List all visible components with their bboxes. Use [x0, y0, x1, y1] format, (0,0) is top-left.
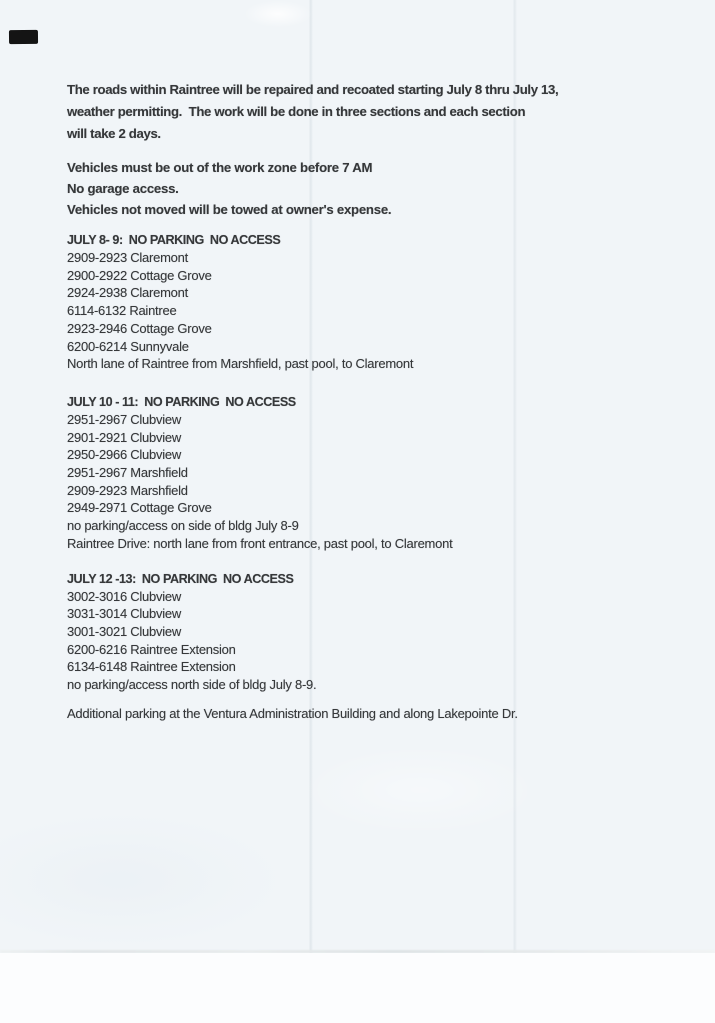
street-range-item: 2909-2923 Claremont [67, 250, 188, 265]
street-range-item: Raintree Drive: north lane from front entrance, past pool, to Claremont [67, 535, 453, 551]
street-range-item: 2949-2971 Cottage Grove [67, 500, 212, 516]
section-july-12-13 [67, 570, 687, 694]
street-range-item: 6114-6132 Raintree [67, 303, 177, 319]
additional-parking-note: Additional parking at the Ventura Administration Building and along Lakepointe Dr. [67, 705, 518, 721]
intro-paragraph [67, 79, 687, 145]
street-range-item: no parking/access north side of bldg July 8-9. [67, 677, 317, 693]
section-header: JULY 8- 9: NO PARKING NO ACCESS [67, 233, 281, 247]
notice-body [67, 79, 687, 723]
street-range-item: 2950-2966 Clubview [67, 447, 182, 463]
section-july-10-11 [67, 393, 687, 553]
street-range-item: no parking/access on side of bldg July 8-9 [67, 518, 299, 534]
street-range-item: 2900-2922 Cottage Grove [67, 267, 212, 283]
section-header: JULY 10 - 11: NO PARKING NO ACCESS [67, 394, 296, 409]
vehicle-notices [67, 157, 687, 220]
intro-line-3: will take 2 days. [67, 126, 161, 141]
notice-garage-access: No garage access. [67, 181, 179, 196]
notice-work-zone: Vehicles must be out of the work zone before 7 AM [67, 160, 373, 175]
street-range-item: 3031-3014 Clubview [67, 606, 182, 622]
street-range-item: 6134-6148 Raintree Extension [67, 659, 236, 675]
street-range-item: 2909-2923 Marshfield [67, 482, 188, 498]
street-range-item: 3002-3016 Clubview [67, 588, 182, 604]
scan-artifact-mark [9, 30, 38, 44]
intro-line-1: The roads within Raintree will be repaired and recoated starting July 8 thru July 13, [67, 82, 559, 97]
street-range-item: 2951-2967 Clubview [67, 411, 182, 427]
street-range-item: 2951-2967 Marshfield [67, 465, 188, 481]
street-range-item: 6200-6214 Sunnyvale [67, 338, 189, 354]
section-header: JULY 12 -13: NO PARKING NO ACCESS [67, 571, 294, 586]
street-range-item: 2924-2938 Claremont [67, 285, 188, 301]
below-page-area [0, 953, 715, 1023]
street-range-item: 6200-6216 Raintree Extension [67, 641, 236, 657]
street-range-item: 2923-2946 Cottage Grove [67, 320, 212, 336]
section-july-8-9 [67, 231, 687, 373]
intro-line-2: weather permitting. The work will be done in three sections and each section [67, 104, 526, 119]
street-range-item: North lane of Raintree from Marshfield, past pool, to Claremont [67, 356, 414, 372]
street-range-item: 3001-3021 Clubview [67, 623, 182, 639]
notice-towing: Vehicles not moved will be towed at owner's expense. [67, 202, 392, 217]
street-range-item: 2901-2921 Clubview [67, 429, 182, 445]
